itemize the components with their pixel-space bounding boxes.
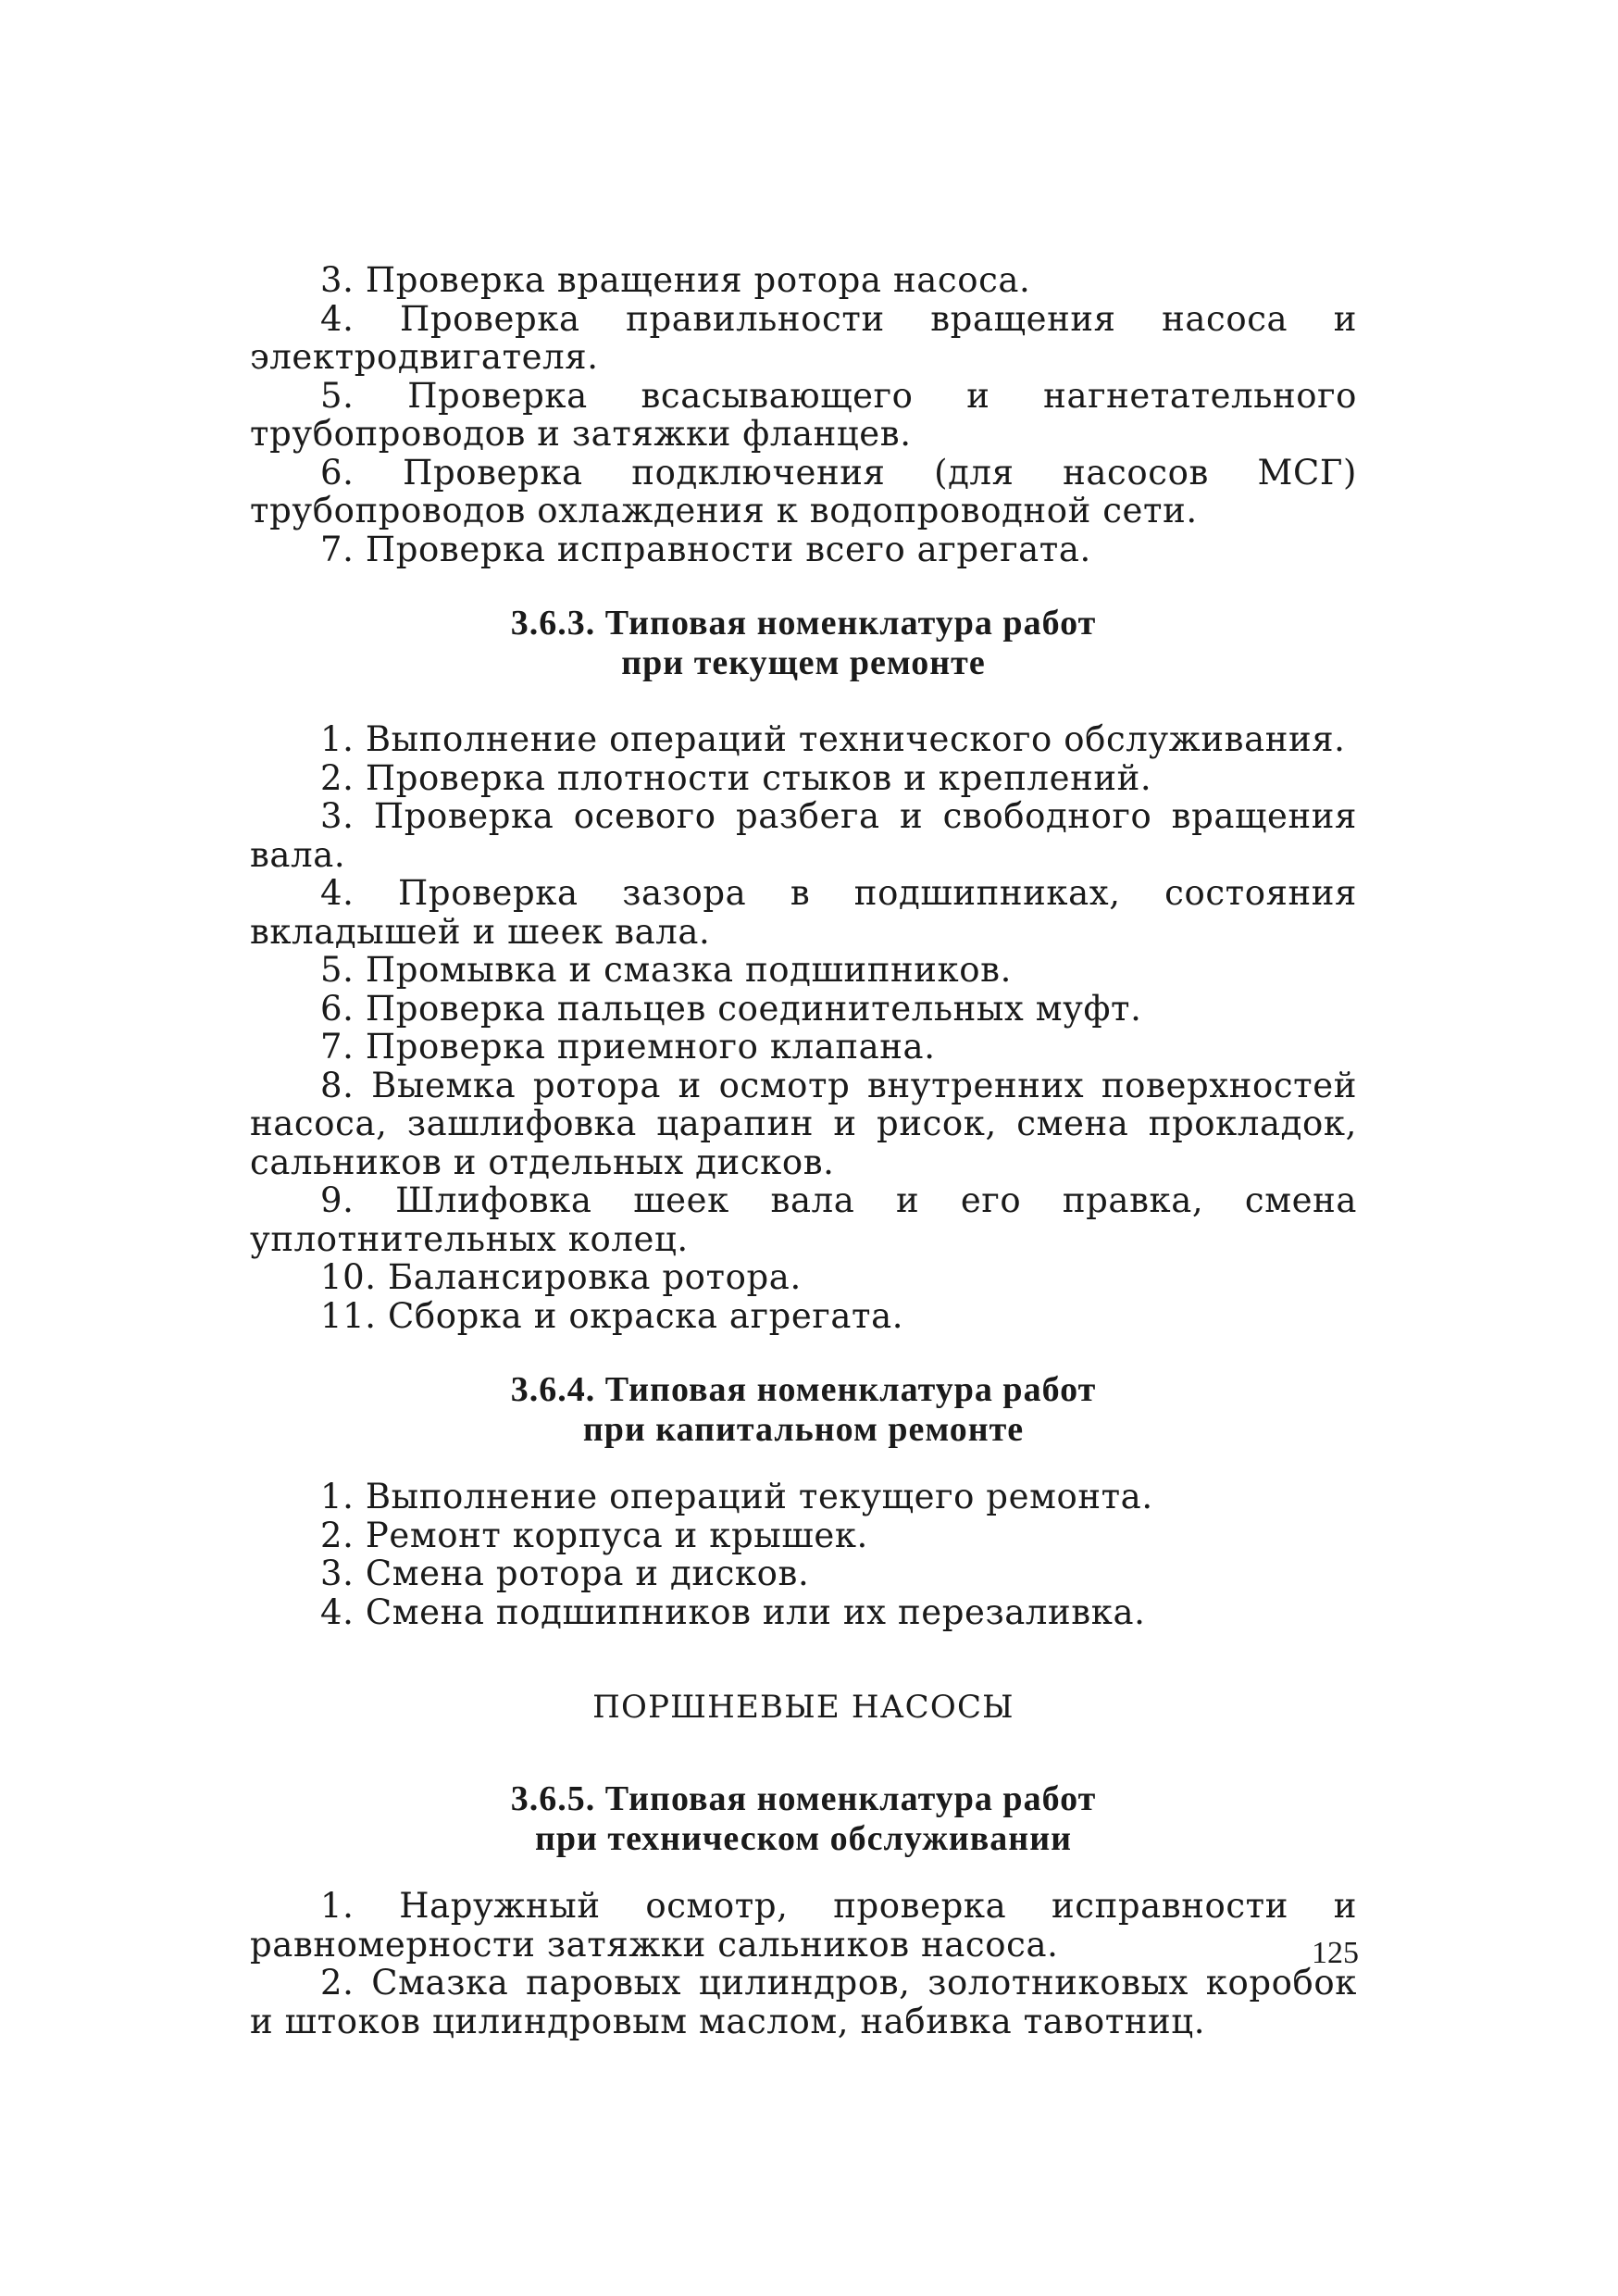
list-item: 3. Проверка осевого разбега и свободного вращения вала. (250, 796, 1357, 875)
list-item: 7. Проверка приемного клапана. (320, 1027, 936, 1067)
section-3-6-3-list (250, 720, 1357, 1335)
section-heading-3-6-3 (250, 604, 1357, 683)
list-item: 2. Проверка плотности стыков и креплений. (320, 757, 1152, 798)
heading-line: при капитальном ремонте (582, 1410, 1025, 1449)
heading-line: 3.6.5. Типовая номенклатура работ (510, 1779, 1097, 1818)
list-item: 7. Проверка исправности всего агрегата. (320, 529, 1091, 569)
page-number: 125 (1312, 1936, 1359, 1970)
list-item: 6. Проверка пальцев соединительных муфт. (320, 988, 1142, 1029)
list-item: 4. Проверка зазора в подшипниках, состояния вкладышей и шеек вала. (250, 873, 1357, 952)
list-item: 1. Выполнение операций технического обслуживания. (320, 719, 1346, 759)
list-item: 8. Выемка ротора и осмотр внутренних поверхностей насоса, зашлифовка царапин и рисок, смена прокладок, сальников и отдельных дисков. (250, 1065, 1357, 1182)
list-item: 5. Промывка и смазка подшипников. (320, 950, 1012, 990)
list-item: 4. Смена подшипников или их перезаливка. (320, 1591, 1146, 1632)
heading-line: при текущем ремонте (621, 643, 986, 682)
section-heading-3-6-4 (250, 1370, 1357, 1450)
chapter-caption: ПОРШНЕВЫЕ НАСОСЫ (592, 1689, 1014, 1726)
heading-line: при техническом обслуживании (534, 1819, 1072, 1858)
list-item: 9. Шлифовка шеек вала и его правка, смена уплотнительных колец. (250, 1180, 1357, 1259)
list-item: 2. Ремонт корпуса и крышек. (320, 1515, 868, 1555)
continuation-list (250, 261, 1357, 568)
section-heading-3-6-5 (250, 1779, 1357, 1859)
section-3-6-4-list (250, 1478, 1357, 1631)
list-item: 10. Балансировка ротора. (320, 1257, 802, 1297)
heading-line: 3.6.3. Типовая номенклатура работ (510, 604, 1097, 643)
list-item: 4. Проверка правильности вращения насоса и электродвигателя. (250, 298, 1357, 377)
list-item: 11. Сборка и окраска агрегата. (320, 1295, 904, 1336)
list-item: 6. Проверка подключения (для насосов МСГ) трубопроводов охлаждения к водопроводной сети. (250, 452, 1357, 530)
list-item: 1. Выполнение операций текущего ремонта. (320, 1477, 1153, 1516)
list-item: 2. Смазка паровых цилиндров, золотниковых коробок и штоков цилиндровым маслом, набивка тавотниц. (250, 1963, 1357, 2041)
list-item: 3. Проверка вращения ротора насоса. (320, 260, 1031, 300)
list-item: 1. Наружный осмотр, проверка исправности и равномерности затяжки сальников насоса. (250, 1886, 1357, 1965)
list-item: 3. Смена ротора и дисков. (320, 1554, 810, 1593)
list-item: 5. Проверка всасывающего и нагнетательного трубопроводов и затяжки фланцев. (250, 375, 1357, 454)
page-body (250, 261, 1357, 2040)
section-3-6-5-list (250, 1887, 1357, 2040)
heading-line: 3.6.4. Типовая номенклатура работ (510, 1370, 1097, 1409)
